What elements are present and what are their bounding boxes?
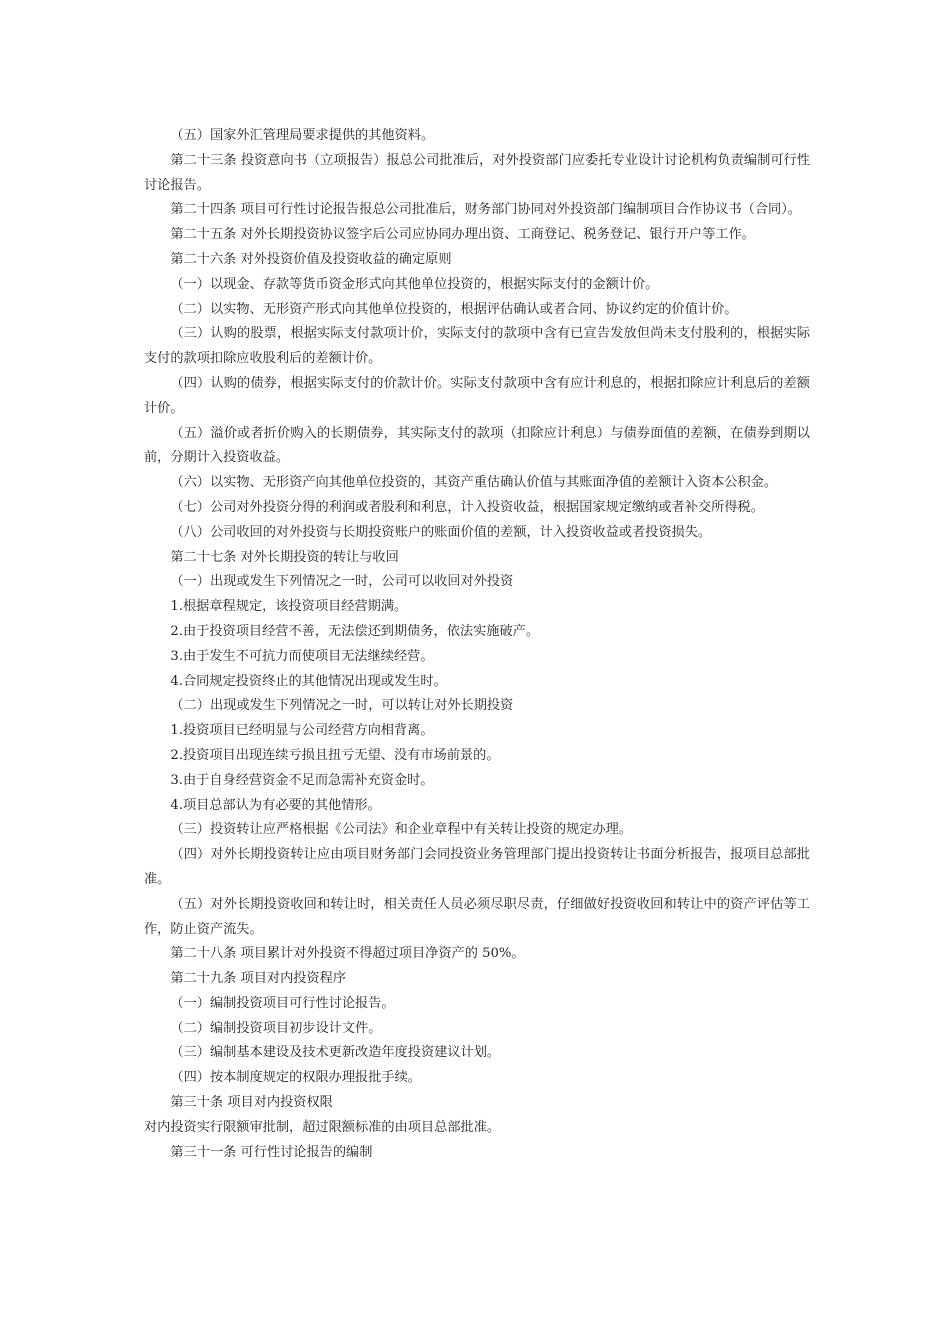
paragraph: 3.由于自身经营资金不足而急需补充资金时。 [170,772,434,788]
paragraph: （三）编制基本建设及技术更新改造年度投资建议计划。 [170,1045,501,1061]
paragraph: 3.由于发生不可抗力而使项目无法继续经营。 [170,648,434,664]
paragraph: （五）溢价或者折价购入的长期债券，其实际支付的款项（扣除应计利息）与债券面值的差额，在债券到期以前，分期计入投资收益。 [144,425,810,466]
paragraph: （五）对外长期投资收回和转让时，相关责任人员必须尽职尽责，仔细做好投资收回和转让中的资产评估等工作，防止资产流失。 [144,896,810,937]
paragraph: （一）以现金、存款等货币资金形式向其他单位投资的，根据实际支付的金额计价。 [170,276,659,292]
paragraph: 第二十八条 项目累计对外投资不得超过项目净资产的 50%。 [170,946,525,962]
paragraph: （四）按本制度规定的权限办理报批手续。 [170,1070,421,1086]
paragraph: 对内投资实行限额审批制，超过限额标准的由项目总部批准。 [144,1119,501,1135]
paragraph: 第二十九条 项目对内投资程序 [170,971,347,987]
paragraph: 4.合同规定投资终止的其他情况出现或发生时。 [170,673,447,689]
paragraph: （一）出现或发生下列情况之一时，公司可以收回对外投资 [170,574,514,590]
paragraph: 第二十四条 项目可行性讨论报告报总公司批准后，财务部门协同对外投资部门编制项目合作协议书（合同）。 [170,202,801,218]
paragraph: （一）编制投资项目可行性讨论报告。 [170,995,395,1011]
paragraph: （二）以实物、无形资产形式向其他单位投资的，根据评估确认或者合同、协议约定的价值计价。 [170,301,738,317]
paragraph: （三）投资转让应严格根据《公司法》和企业章程中有关转让投资的规定办理。 [170,822,632,838]
paragraph: 第二十七条 对外长期投资的转让与收回 [170,549,399,565]
paragraph: （七）公司对外投资分得的利润或者股利和利息，计入投资收益，根据国家规定缴纳或者补交所得税。 [170,499,764,515]
paragraph: （二）出现或发生下列情况之一时，可以转让对外长期投资 [170,698,514,714]
document-body [144,124,810,1165]
paragraph: 2.由于投资项目经营不善，无法偿还到期债务，依法实施破产。 [170,623,540,639]
paragraph: 第三十条 项目对内投资权限 [170,1095,333,1111]
paragraph: （三）认购的股票，根据实际支付款项计价，实际支付的款项中含有已宣告发放但尚未支付股利的，根据实际支付的款项扣除应收股利后的差额计价。 [144,326,810,367]
paragraph: （二）编制投资项目初步设计文件。 [170,1020,382,1036]
paragraph: 4.项目总部认为有必要的其他情形。 [170,797,381,813]
paragraph: （四）对外长期投资转让应由项目财务部门会同投资业务管理部门提出投资转让书面分析报告，报项目总部批准。 [144,847,810,887]
paragraph: 第三十一条 可行性讨论报告的编制 [170,1144,373,1160]
paragraph: （四）认购的债券，根据实际支付的价款计价。实际支付款项中含有应计利息的，根据扣除应计利息后的差额计价。 [144,375,810,416]
paragraph: 第二十五条 对外长期投资协议签字后公司应协同办理出资、工商登记、税务登记、银行开户等工作。 [170,227,755,243]
paragraph: （八）公司收回的对外投资与长期投资账户的账面价值的差额，计入投资收益或者投资损失。 [170,524,712,540]
paragraph: 1.投资项目已经明显与公司经营方向相背离。 [170,723,434,739]
paragraph: 1.根据章程规定，该投资项目经营期满。 [170,599,408,615]
paragraph: 2.投资项目出现连续亏损且扭亏无望、没有市场前景的。 [170,747,500,763]
paragraph: （六）以实物、无形资产向其他单位投资的，其资产重估确认价值与其账面净值的差额计入资本公积金。 [170,475,778,491]
paragraph: （五）国家外汇管理局要求提供的其他资料。 [170,128,435,143]
paragraph: 第二十六条 对外投资价值及投资收益的确定原则 [170,251,452,267]
paragraph: 第二十三条 投资意向书（立项报告）报总公司批准后，对外投资部门应委托专业设计讨论机构负责编制可行性讨论报告。 [144,152,810,193]
